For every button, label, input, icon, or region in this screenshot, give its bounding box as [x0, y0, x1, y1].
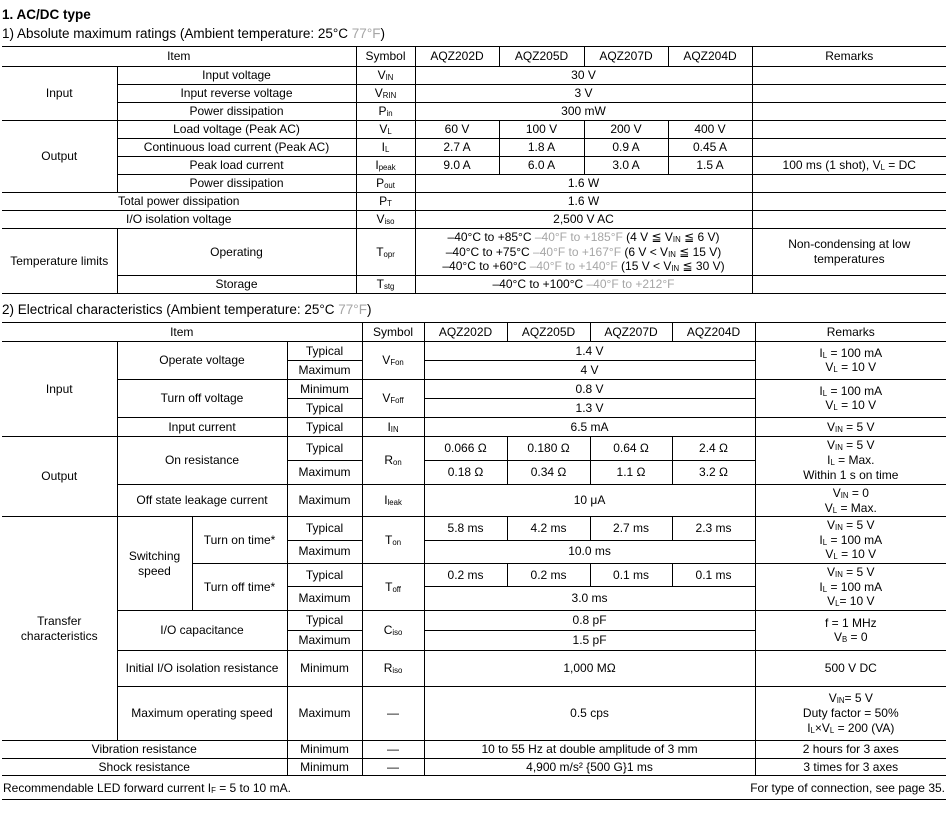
item-cell: I/O isolation voltage: [2, 211, 356, 229]
condition-cell: Minimum: [287, 740, 362, 758]
value-cell: 6.0 A: [499, 157, 584, 175]
table-row: [2, 211, 946, 229]
table-row: [2, 740, 946, 758]
table-row: [2, 417, 946, 436]
table-row: [2, 758, 946, 776]
remarks-cell: 3 times for 3 axes: [755, 758, 946, 776]
bottom-divider: [2, 799, 946, 800]
table-header-row: [2, 47, 946, 67]
value-cell: 300 mW: [415, 103, 752, 121]
symbol-cell: $V_{RIN}$: [356, 85, 415, 103]
column-header-model: AQZ204D: [672, 322, 755, 341]
value-cell: 1.6 W: [415, 193, 752, 211]
remarks-cell: [752, 139, 946, 157]
symbol-cell: $I_{IN}$: [362, 417, 424, 436]
remarks-cell: [752, 67, 946, 85]
value-cell: 1.5 pF: [424, 630, 755, 650]
remarks-cell: $I_L = 100$ mA $V_L = 10$ V: [755, 341, 946, 379]
table-row: [2, 139, 946, 157]
column-header-item: Item: [2, 322, 362, 341]
footnotes: [2, 781, 946, 795]
symbol-cell: $V_{iso}$: [356, 211, 415, 229]
table-row: [2, 229, 946, 276]
column-header-model: AQZ207D: [584, 47, 668, 67]
item-cell: Maximum operating speed: [117, 686, 287, 740]
value-cell: 10.0 ms: [424, 540, 755, 563]
remarks-cell: $V_{IN} = 5$ V $I_L = 100$ mA $V_L= 10$ V: [755, 564, 946, 611]
table-header-row: [2, 322, 946, 341]
remarks-cell: f = 1 MHz $V_B = 0$: [755, 610, 946, 650]
value-cell: 0.18 Ω: [424, 460, 507, 484]
value-cell: 0.5 cps: [424, 686, 755, 740]
condition-cell: Maximum: [287, 484, 362, 516]
condition-cell: Maximum: [287, 540, 362, 563]
section1-heading: 1) Absolute maximum ratings (Ambient temperature: 25°C 77°F): [2, 26, 385, 41]
value-cell: 3.0 ms: [424, 587, 755, 610]
remarks-cell: [752, 121, 946, 139]
table-row: [2, 650, 946, 686]
item-cell: Power dissipation: [117, 103, 356, 121]
value-cell: 10 μA: [424, 484, 755, 516]
item-cell: Initial I/O isolation resistance: [117, 650, 287, 686]
table-row: [2, 85, 946, 103]
value-cell: 3.0 A: [584, 157, 668, 175]
remarks-cell: [752, 193, 946, 211]
footnote-led-current: Recommendable LED forward current $I_F = 5$ to 10 mA.: [3, 781, 291, 796]
column-header-item: Item: [2, 47, 356, 67]
symbol-cell: $C_{iso}$: [362, 610, 424, 650]
symbol-cell: $P_{out}$: [356, 175, 415, 193]
item-cell: Turn off time*: [192, 564, 287, 611]
value-cell: 4 V: [424, 360, 755, 379]
condition-cell: Maximum: [287, 587, 362, 610]
item-cell: On resistance: [117, 436, 287, 484]
item-cell: Storage: [117, 275, 356, 293]
column-header-model: AQZ202D: [415, 47, 499, 67]
symbol-cell: $T_{on}$: [362, 517, 424, 564]
condition-cell: Typical: [287, 341, 362, 360]
table-row: [2, 517, 946, 540]
section2-heading: 2) Electrical characteristics (Ambient temperature: 25°C 77°F): [2, 301, 372, 317]
table-row: [2, 275, 946, 293]
value-cell: 3.2 Ω: [672, 460, 755, 484]
table-row: [2, 121, 946, 139]
condition-cell: Typical: [287, 564, 362, 587]
remarks-cell: $V_{IN}= 5$ V Duty factor = 50% $I_L\times V_L = 200$ (VA): [755, 686, 946, 740]
value-cell: 1.4 V: [424, 341, 755, 360]
condition-cell: Maximum: [287, 360, 362, 379]
table-row: [2, 67, 946, 85]
electrical-characteristics-table: [2, 322, 946, 776]
table-row: [2, 157, 946, 175]
item-cell: Input current: [117, 417, 287, 436]
condition-cell: Maximum: [287, 630, 362, 650]
symbol-cell: $I_{peak}$: [356, 157, 415, 175]
item-cell: Power dissipation: [117, 175, 356, 193]
table-row: [2, 103, 946, 121]
value-cell: 0.1 ms: [590, 564, 672, 587]
remarks-cell: [752, 211, 946, 229]
row-group-label: Output: [2, 436, 117, 516]
column-header-model: AQZ205D: [499, 47, 584, 67]
remarks-cell: [752, 175, 946, 193]
column-header-symbol: Symbol: [362, 322, 424, 341]
item-cell: Switching speed: [117, 517, 192, 611]
value-cell: 5.8 ms: [424, 517, 507, 540]
value-cell: 0.066 Ω: [424, 436, 507, 460]
value-cell: 1.6 W: [415, 175, 752, 193]
remarks-cell: $V_{IN} = 5$ V $I_L$ = Max. Within 1 s on time: [755, 436, 946, 484]
value-cell: 9.0 A: [415, 157, 499, 175]
value-cell: 10 to 55 Hz at double amplitude of 3 mm: [424, 740, 755, 758]
remarks-cell: [752, 85, 946, 103]
item-cell: Operating: [117, 229, 356, 276]
item-cell: Turn off voltage: [117, 379, 287, 417]
symbol-cell: $R_{iso}$: [362, 650, 424, 686]
value-cell: 1.1 Ω: [590, 460, 672, 484]
item-cell: Peak load current: [117, 157, 356, 175]
value-cell: 200 V: [584, 121, 668, 139]
footnote-connection-reference: For type of connection, see page 35.: [750, 781, 945, 796]
value-cell: 2,500 V AC: [415, 211, 752, 229]
value-cell: 2.7 ms: [590, 517, 672, 540]
condition-cell: Typical: [287, 417, 362, 436]
symbol-cell: $I_L$: [356, 139, 415, 157]
remarks-cell: $V_{IN} = 5$ V: [755, 417, 946, 436]
symbol-cell: $V_{Foff}$: [362, 379, 424, 417]
value-cell: 0.64 Ω: [590, 436, 672, 460]
symbol-cell: $V_L$: [356, 121, 415, 139]
item-cell: Input voltage: [117, 67, 356, 85]
remarks-cell: $V_{IN} = 0$ $V_L$ = Max.: [755, 484, 946, 516]
symbol-cell: —: [362, 740, 424, 758]
column-header-symbol: Symbol: [356, 47, 415, 67]
value-cell: 400 V: [668, 121, 752, 139]
condition-cell: Typical: [287, 517, 362, 540]
remarks-cell: [752, 275, 946, 293]
item-cell: Input reverse voltage: [117, 85, 356, 103]
value-cell: 0.8 pF: [424, 610, 755, 630]
value-cell: 0.1 ms: [672, 564, 755, 587]
item-cell: I/O capacitance: [117, 610, 287, 650]
column-header-remarks: Remarks: [755, 322, 946, 341]
symbol-cell: $I_{leak}$: [362, 484, 424, 516]
item-cell: Continuous load current (Peak AC): [117, 139, 356, 157]
value-cell: 6.5 mA: [424, 417, 755, 436]
column-header-remarks: Remarks: [752, 47, 946, 67]
remarks-cell: $I_L = 100$ mA $V_L = 10$ V: [755, 379, 946, 417]
item-cell: Off state leakage current: [117, 484, 287, 516]
value-cell: 3 V: [415, 85, 752, 103]
table-row: [2, 379, 946, 398]
table-row: [2, 610, 946, 630]
condition-cell: Maximum: [287, 686, 362, 740]
value-cell: 0.2 ms: [507, 564, 590, 587]
table-row: [2, 193, 946, 211]
value-cell: 0.34 Ω: [507, 460, 590, 484]
remarks-cell: 500 V DC: [755, 650, 946, 686]
row-group-label: Input: [2, 341, 117, 436]
symbol-cell: $T_{stg}$: [356, 275, 415, 293]
item-cell: Load voltage (Peak AC): [117, 121, 356, 139]
value-cell: 30 V: [415, 67, 752, 85]
value-cell: 1,000 MΩ: [424, 650, 755, 686]
value-cell: 2.3 ms: [672, 517, 755, 540]
symbol-cell: $T_{opr}$: [356, 229, 415, 276]
value-cell: 1.5 A: [668, 157, 752, 175]
condition-cell: Typical: [287, 398, 362, 417]
remarks-cell: $V_{IN} = 5$ V $I_L = 100$ mA $V_L = 10$ V: [755, 517, 946, 564]
condition-cell: Minimum: [287, 379, 362, 398]
column-header-model: AQZ204D: [668, 47, 752, 67]
symbol-cell: $T_{off}$: [362, 564, 424, 611]
page-title: 1. AC/DC type: [2, 7, 91, 22]
row-group-label: Temperature limits: [2, 229, 117, 294]
value-cell: 2.4 Ω: [672, 436, 755, 460]
column-header-model: AQZ205D: [507, 322, 590, 341]
symbol-cell: $V_{Fon}$: [362, 341, 424, 379]
value-cell: 0.2 ms: [424, 564, 507, 587]
row-group-label: Transfer characteristics: [2, 517, 117, 741]
value-cell: –40°C to +85°C –40°F to +185°F (4 V ≦ $V_{IN}$ ≦ 6 V) –40°C to +75°C –40°F to +167°F (6 $V < V_{IN}$ ≦ 15 V) –40°C to +60°C –40°F to +140°F (15 $V < V_{IN}$ ≦ 30 V): [415, 229, 752, 276]
value-cell: 4.2 ms: [507, 517, 590, 540]
value-cell: 0.45 A: [668, 139, 752, 157]
table-row: [2, 436, 946, 460]
symbol-cell: —: [362, 758, 424, 776]
table-row: [2, 175, 946, 193]
table-row: [2, 686, 946, 740]
condition-cell: Typical: [287, 610, 362, 630]
value-cell: 0.9 A: [584, 139, 668, 157]
table-row: [2, 341, 946, 360]
condition-cell: Typical: [287, 436, 362, 460]
value-cell: 0.8 V: [424, 379, 755, 398]
symbol-cell: $R_{on}$: [362, 436, 424, 484]
condition-cell: Minimum: [287, 650, 362, 686]
item-cell: Turn on time*: [192, 517, 287, 564]
value-cell: 1.8 A: [499, 139, 584, 157]
item-cell: Vibration resistance: [2, 740, 287, 758]
value-cell: 1.3 V: [424, 398, 755, 417]
item-cell: Total power dissipation: [2, 193, 356, 211]
value-cell: 2.7 A: [415, 139, 499, 157]
remarks-cell: 2 hours for 3 axes: [755, 740, 946, 758]
value-cell: 60 V: [415, 121, 499, 139]
value-cell: –40°C to +100°C –40°F to +212°F: [415, 275, 752, 293]
value-cell: 100 V: [499, 121, 584, 139]
remarks-cell: 100 ms (1 shot), $V_L$ = DC: [752, 157, 946, 175]
column-header-model: AQZ207D: [590, 322, 672, 341]
symbol-cell: $P_T$: [356, 193, 415, 211]
condition-cell: Minimum: [287, 758, 362, 776]
remarks-cell: [752, 103, 946, 121]
symbol-cell: $P_{in}$: [356, 103, 415, 121]
row-group-label: Input: [2, 67, 117, 121]
item-cell: Shock resistance: [2, 758, 287, 776]
remarks-cell: Non-condensing at low temperatures: [752, 229, 946, 276]
symbol-cell: $V_{IN}$: [356, 67, 415, 85]
symbol-cell: —: [362, 686, 424, 740]
table-row: [2, 484, 946, 516]
column-header-model: AQZ202D: [424, 322, 507, 341]
value-cell: 4,900 m/s² {500 G}1 ms: [424, 758, 755, 776]
condition-cell: Maximum: [287, 460, 362, 484]
absolute-maximum-ratings-table: [2, 46, 946, 294]
row-group-label: Output: [2, 121, 117, 193]
item-cell: Operate voltage: [117, 341, 287, 379]
value-cell: 0.180 Ω: [507, 436, 590, 460]
